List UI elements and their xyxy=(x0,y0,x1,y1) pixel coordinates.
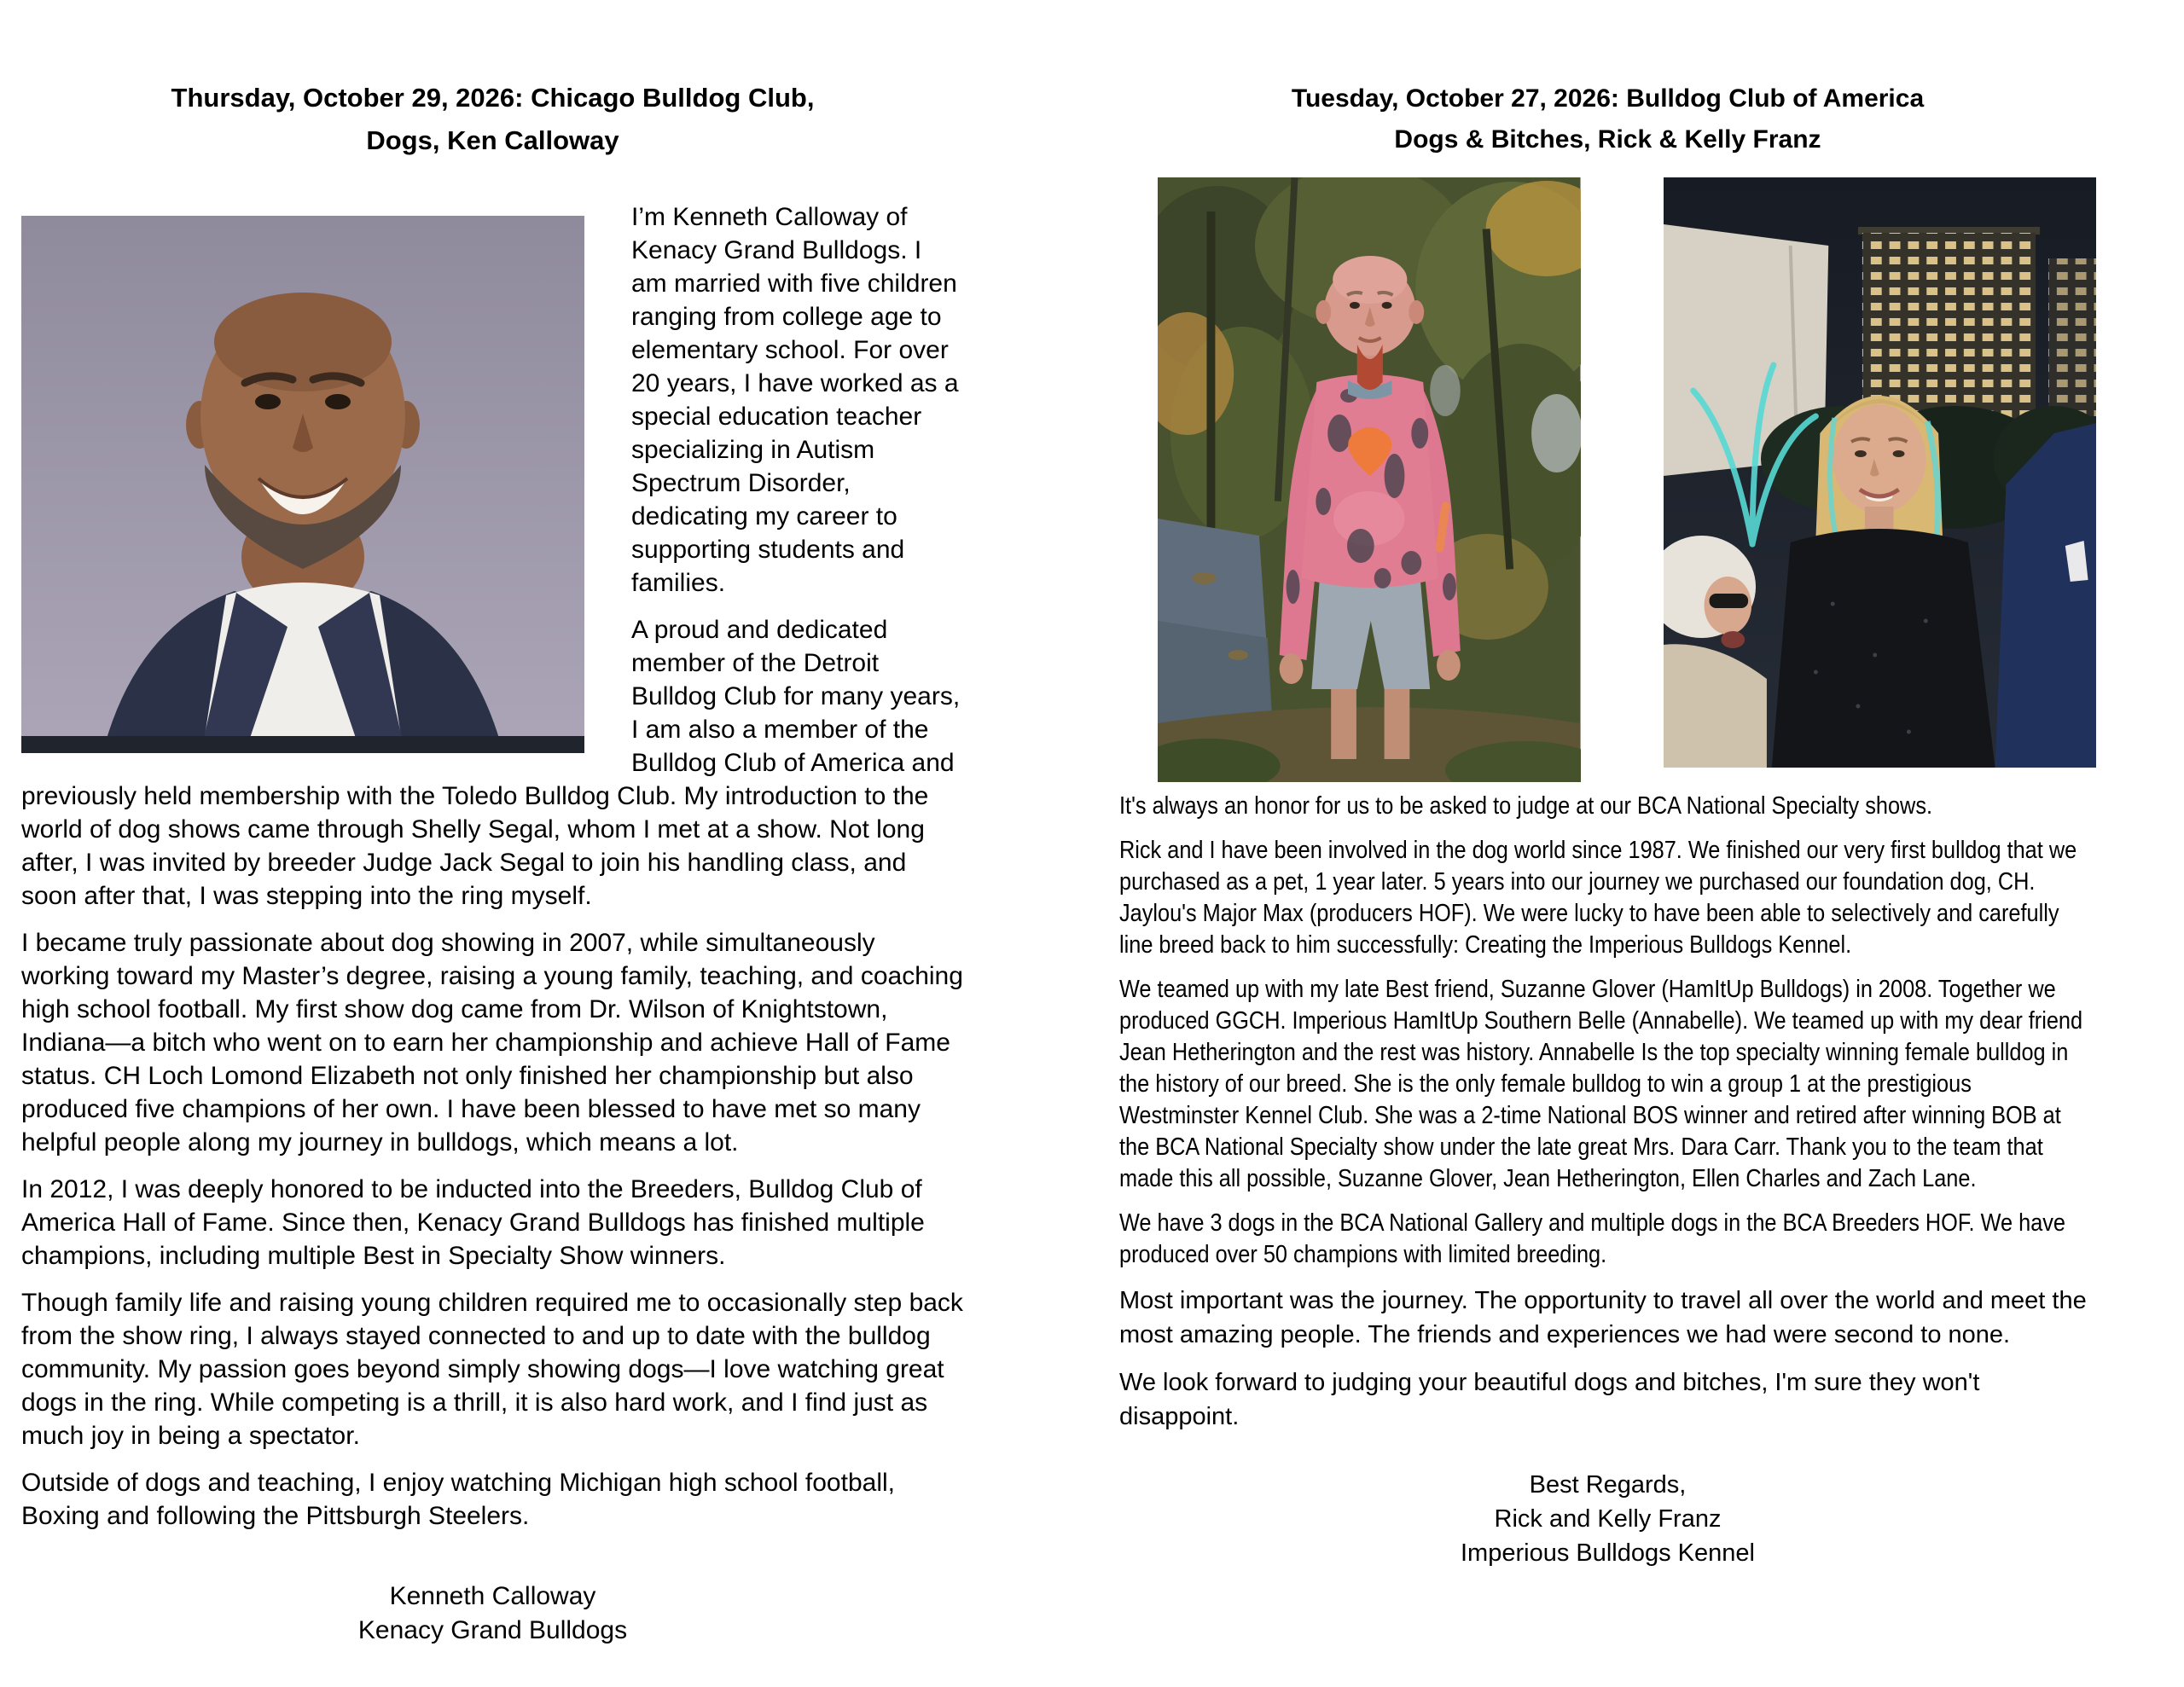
bio-paragraph: I became truly passionate about dog showing in 2007, while simultaneously working toward my Master’s degree, raising a young family, teaching, and coaching high school football. My first show dog came from Dr. Wilson of Knightstown, Indiana—a bitch who went on to earn her championship and achieve Hall of Fame status. CH Loch Lomond Elizabeth not only finished her championship but also produced five champions of her own. I have been blessed to have met so many helpful people along my journey in bulldogs, which means a lot. xyxy=(21,929,963,1157)
franz-signature xyxy=(1119,1468,2096,1570)
ken-bio-section xyxy=(21,200,964,1533)
franz-paragraph: Most important was the journey. The opportunity to travel all over the world and meet the most amazing people. The friends and experiences we had were second to none. xyxy=(1119,1287,2087,1349)
bio-paragraph: A proud and dedicated member of the Detroit Bulldog Club for many years, I am also a member of the Bulldog Club of America and previously held membership with the Toledo Bulldog Club. My introduction to the world of dog shows came through Shelly Segal, whom I met at a show. Not long after, I was invited by breeder Judge Jack Segal to join his handling class, and soon after that, I was stepping into the ring myself. xyxy=(21,616,961,910)
franz-paragraph: Rick and I have been involved in the dog world since 1987. We finished our very first bulldog that we purchased as a pet, 1 year later. 5 years into our journey we purchased our foundation dog, CH. Jaylou's Major Max (producers HOF). We were lucky to have been able to selectively and carefully line breed back to him successfully: Creating the Imperious Bulldogs Kennel. xyxy=(1119,837,2077,959)
signature-closing: Best Regards, xyxy=(1529,1471,1687,1499)
signature-names: Rick and Kelly Franz xyxy=(1494,1505,1722,1533)
franz-paragraph: We teamed up with my late Best friend, Suzanne Glover (HamItUp Bulldogs) in 2008. Together we produced GGCH. Imperious HamItUp Southern Belle (Annabelle). We teamed up with my dear friend Jean Hetherington and the rest was history. Annabelle Is the top specialty winning female bulldog in the history of our breed. She is the only female bulldog to win a group 1 at the prestigious Westminster Kennel Club. She was a 2-time National BOS winner and retired after winning BOB at the BCA National Specialty show under the late great Mrs. Dara Carr. Thank you to the team that made this all possible, Suzanne Glover, Jean Hetherington, Ellen Charles and Zach Lane. xyxy=(1119,976,2083,1193)
bio-paragraph: In 2012, I was deeply honored to be inducted into the Breeders, Bulldog Club of America Hall of Fame. Since then, Kenacy Grand Bulldogs has finished multiple champions, including multiple Best in Specialty Show winners. xyxy=(21,1175,925,1270)
rick-franz-photo xyxy=(1158,177,1581,782)
right-page xyxy=(1119,0,2096,1570)
right-page-title xyxy=(1119,78,2096,160)
rick-photo-illustration xyxy=(1158,177,1581,782)
signature-kennel: Imperious Bulldogs Kennel xyxy=(1461,1539,1755,1568)
left-page-title xyxy=(21,77,964,162)
signature-kennel: Kenacy Grand Bulldogs xyxy=(357,1616,628,1644)
ken-calloway-photo xyxy=(21,216,584,753)
kelly-franz-photo xyxy=(1664,177,2096,768)
left-title-line1: Thursday, October 29, 2026: Chicago Bulldog Club, xyxy=(171,83,815,113)
kelly-photo-illustration xyxy=(1664,177,2096,768)
bio-paragraph: Though family life and raising young children required me to occasionally step back from the show ring, I always stayed connected to and up to date with the bulldog community. My passion goes beyond simply showing dogs—I love watching great dogs in the ring. While competing is a thrill, it is also hard work, and I find just as much joy in being a spectator. xyxy=(21,1289,963,1450)
ken-signature xyxy=(21,1580,964,1648)
ken-portrait-illustration xyxy=(21,216,584,753)
right-title-line2: Dogs & Bitches, Rick & Kelly Franz xyxy=(1394,125,1821,154)
bio-paragraph: Outside of dogs and teaching, I enjoy watching Michigan high school football, Boxing and following the Pittsburgh Steelers. xyxy=(21,1469,895,1530)
franz-photos-row xyxy=(1119,177,2096,782)
franz-paragraph: We look forward to judging your beautiful dogs and bitches, I'm sure they won't disappoint. xyxy=(1119,1369,1980,1431)
franz-paragraph: It's always an honor for us to be asked to judge at our BCA National Specialty shows. xyxy=(1119,792,1933,820)
left-page xyxy=(21,0,964,1648)
bio-paragraph: I’m Kenneth Calloway of Kenacy Grand Bulldogs. I am married with five children ranging from college age to elementary school. For over 20 years, I have worked as a special education teacher specializing in Autism Spectrum Disorder, dedicating my career to supporting students and families. xyxy=(631,203,959,597)
signature-name: Kenneth Calloway xyxy=(389,1582,596,1610)
franz-paragraph: We have 3 dogs in the BCA National Gallery and multiple dogs in the BCA Breeders HOF. We have produced over 50 champions with limited breeding. xyxy=(1119,1209,2066,1269)
right-title-line1: Tuesday, October 27, 2026: Bulldog Club of America xyxy=(1291,84,1925,113)
left-title-line2: Dogs, Ken Calloway xyxy=(366,125,619,155)
